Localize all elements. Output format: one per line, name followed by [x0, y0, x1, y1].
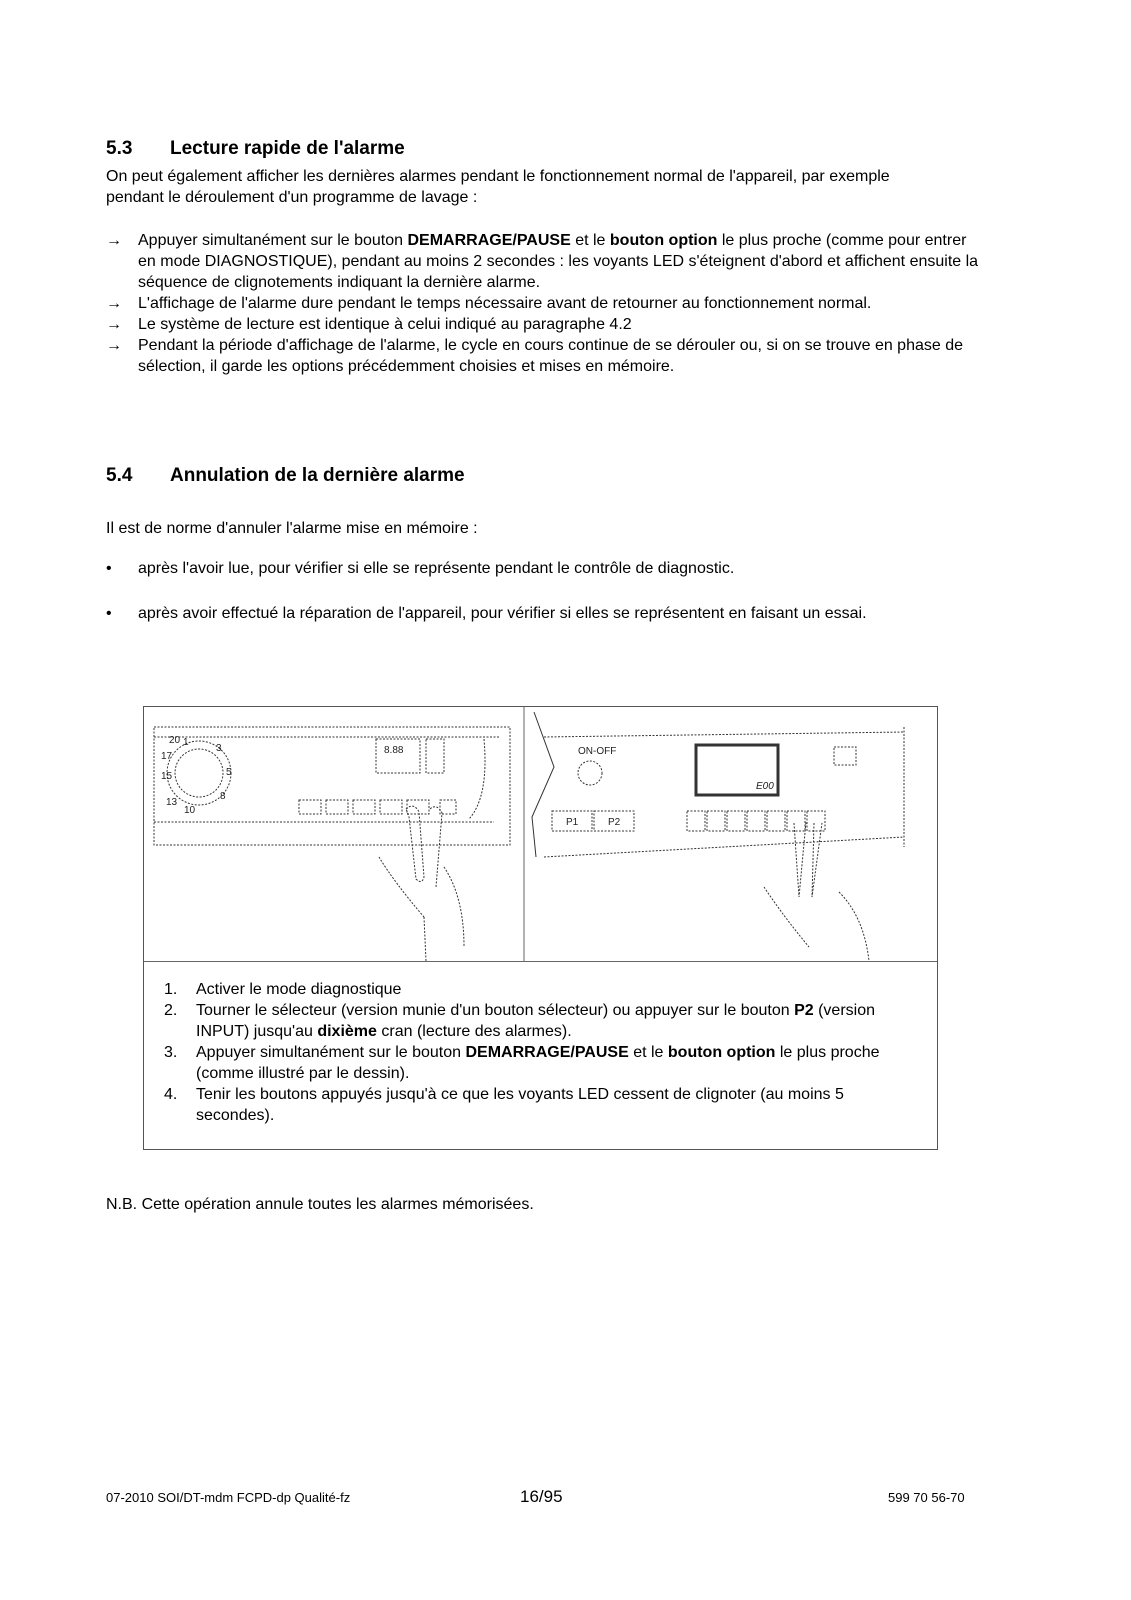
- section-5-4-intro: Il est de norme d'annuler l'alarme mise en mémoire :: [106, 520, 478, 537]
- procedure-figure-box: [143, 706, 938, 1150]
- dial-number: 15: [161, 771, 173, 782]
- footer-right: 599 70 56-70: [888, 1490, 965, 1505]
- arrow-icon: →: [106, 316, 122, 333]
- dial-number: 3: [216, 743, 222, 754]
- step-item: 1. Activer le mode diagnostique: [164, 981, 402, 998]
- arrow-icon: →: [106, 232, 122, 249]
- dial-number: 20: [169, 735, 181, 746]
- dial-number: 13: [166, 797, 178, 808]
- procedure-steps: [154, 979, 914, 1126]
- dial-number: 8: [220, 791, 226, 802]
- left-display: 8.88: [384, 745, 404, 756]
- arrow-icon: →: [106, 337, 122, 354]
- arrow-icon: →: [106, 295, 122, 312]
- bullet-item: • après l'avoir lue, pour vérifier si elle se représente pendant le contrôle de diagnostic.: [106, 560, 735, 577]
- step-item: 3. Appuyer simultanément sur le bouton DEMARRAGE/PAUSE et le bouton option le plus proche (comme illustré par le dessin).: [164, 1044, 880, 1082]
- dial-number: 17: [161, 751, 173, 762]
- bullet-icon: •: [106, 605, 112, 622]
- page-number: 16/95: [520, 1487, 563, 1506]
- section-5-3-heading: 5.3 Lecture rapide de l'alarme: [106, 138, 405, 159]
- footer-left: 07-2010 SOI/DT-mdm FCPD-dp Qualité-fz: [106, 1490, 351, 1505]
- left-control-panel: [154, 727, 510, 961]
- right-display: E00: [756, 781, 774, 792]
- p2-button-label: P2: [608, 817, 621, 828]
- nb-note: N.B. Cette opération annule toutes les alarmes mémorisées.: [106, 1196, 534, 1213]
- bullet-item: • après avoir effectué la réparation de l'appareil, pour vérifier si elles se représentent en faisant un essai.: [106, 605, 867, 622]
- section-5-4-heading: 5.4 Annulation de la dernière alarme: [106, 465, 465, 486]
- arrow-item: → Appuyer simultanément sur le bouton DEMARRAGE/PAUSE et le bouton option le plus proche (comme pour entrer en mode DIAGNOSTIQUE), pendant au moins 2 secondes : les voyants LED s'éteignent d'abord et affichent ensuite la séquence de clignotements indiquant la dernière alarme.: [106, 232, 979, 291]
- arrow-item: → Le système de lecture est identique à celui indiqué au paragraphe 4.2: [106, 316, 632, 333]
- step-item: 4. Tenir les boutons appuyés jusqu'à ce que les voyants LED cessent de clignoter (au moins 5 secondes).: [164, 1086, 844, 1124]
- p1-button-label: P1: [566, 817, 579, 828]
- dial-number: 5: [226, 767, 232, 778]
- arrow-item: → Pendant la période d'affichage de l'alarme, le cycle en cours continue de se dérouler ou, si on se trouve en phase de sélection, il garde les options précédemment choisies et mises en mémoire.: [106, 337, 964, 375]
- on-off-label: ON-OFF: [578, 746, 617, 757]
- bullet-icon: •: [106, 560, 112, 577]
- dial-number: 10: [184, 805, 196, 816]
- control-panel-illustration: [144, 707, 937, 961]
- arrow-item: → L'affichage de l'alarme dure pendant le temps nécessaire avant de retourner au fonctionnement normal.: [106, 295, 872, 312]
- step-item: 2. Tourner le sélecteur (version munie d'un bouton sélecteur) ou appuyer sur le bouton P2 (version INPUT) jusqu'au dixième cran (lecture des alarmes).: [164, 1002, 876, 1040]
- dial-number: 1: [183, 737, 189, 748]
- section-5-3-intro: On peut également afficher les dernières alarmes pendant le fonctionnement normal de l'appareil, par exemple pendant le déroulement d'un programme de lavage :: [106, 168, 890, 206]
